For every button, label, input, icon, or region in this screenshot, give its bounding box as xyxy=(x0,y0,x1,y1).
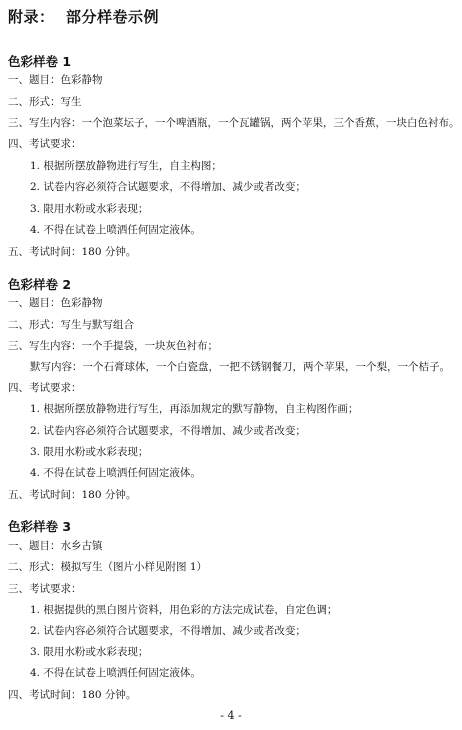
sample-1-requirement-3: 3. 限用水粉或水彩表现； xyxy=(30,203,149,215)
sample-1-requirement-4: 4. 不得在试卷上喷洒任何固定液体。 xyxy=(30,224,201,236)
sample-2-title: 色彩样卷 2 xyxy=(8,277,72,292)
sample-3-requirement-3: 3. 限用水粉或水彩表现； xyxy=(30,646,149,658)
sample-3-requirements: 三、考试要求： xyxy=(8,583,82,595)
sample-1-content: 三、写生内容：一个泡菜坛子，一个啤酒瓶，一个瓦罐锅，两个苹果，三个香蕉，一块白色衬布。 xyxy=(8,117,460,129)
sample-3-topic: 一、题目：水乡古镇 xyxy=(8,540,103,552)
sample-1-requirements: 四、考试要求： xyxy=(8,138,82,150)
page-number: - 4 - xyxy=(220,709,242,722)
sample-3-requirement-1: 1. 根据提供的黑白图片资料，用色彩的方法完成试卷，自定色调； xyxy=(30,604,338,616)
sample-2-content: 三、写生内容：一个手提袋，一块灰色衬布； xyxy=(8,340,218,352)
sample-2-requirement-4: 4. 不得在试卷上喷洒任何固定液体。 xyxy=(30,467,201,479)
sample-1-requirement-1: 1. 根据所摆放静物进行写生，自主构图； xyxy=(30,160,222,172)
sample-3-title: 色彩样卷 3 xyxy=(8,519,72,534)
sample-2-requirements: 四、考试要求： xyxy=(8,382,82,394)
sample-2-form: 二、形式：写生与默写组合 xyxy=(8,319,134,331)
sample-2-topic: 一、题目：色彩静物 xyxy=(8,297,103,309)
sample-3-requirement-4: 4. 不得在试卷上喷洒任何固定液体。 xyxy=(30,667,201,679)
sample-2-requirement-1: 1. 根据所摆放静物进行写生，再添加规定的默写静物，自主构图作画； xyxy=(30,403,359,415)
sample-3-requirement-2: 2. 试卷内容必须符合试题要求，不得增加、减少或者改变； xyxy=(30,625,306,637)
sample-3-form: 二、形式：模拟写生（图片小样见附图 1） xyxy=(8,561,208,573)
sample-1-topic: 一、题目：色彩静物 xyxy=(8,74,103,86)
sample-1-exam-time: 五、考试时间：180 分钟。 xyxy=(8,246,137,258)
sample-2-memory-content: 默写内容：一个石膏球体，一个白瓷盘，一把不锈钢餐刀，两个苹果，一个梨，一个桔子。 xyxy=(30,361,450,373)
sample-3-exam-time: 四、考试时间：180 分钟。 xyxy=(8,689,137,701)
sample-2-exam-time: 五、考试时间：180 分钟。 xyxy=(8,489,137,501)
appendix-title: 附录： 部分样卷示例 xyxy=(8,8,159,26)
sample-1-title: 色彩样卷 1 xyxy=(8,54,72,69)
sample-2-requirement-2: 2. 试卷内容必须符合试题要求，不得增加、减少或者改变； xyxy=(30,425,306,437)
sample-1-form: 二、形式：写生 xyxy=(8,96,82,108)
sample-2-requirement-3: 3. 限用水粉或水彩表现； xyxy=(30,446,149,458)
sample-1-requirement-2: 2. 试卷内容必须符合试题要求，不得增加、减少或者改变； xyxy=(30,181,306,193)
